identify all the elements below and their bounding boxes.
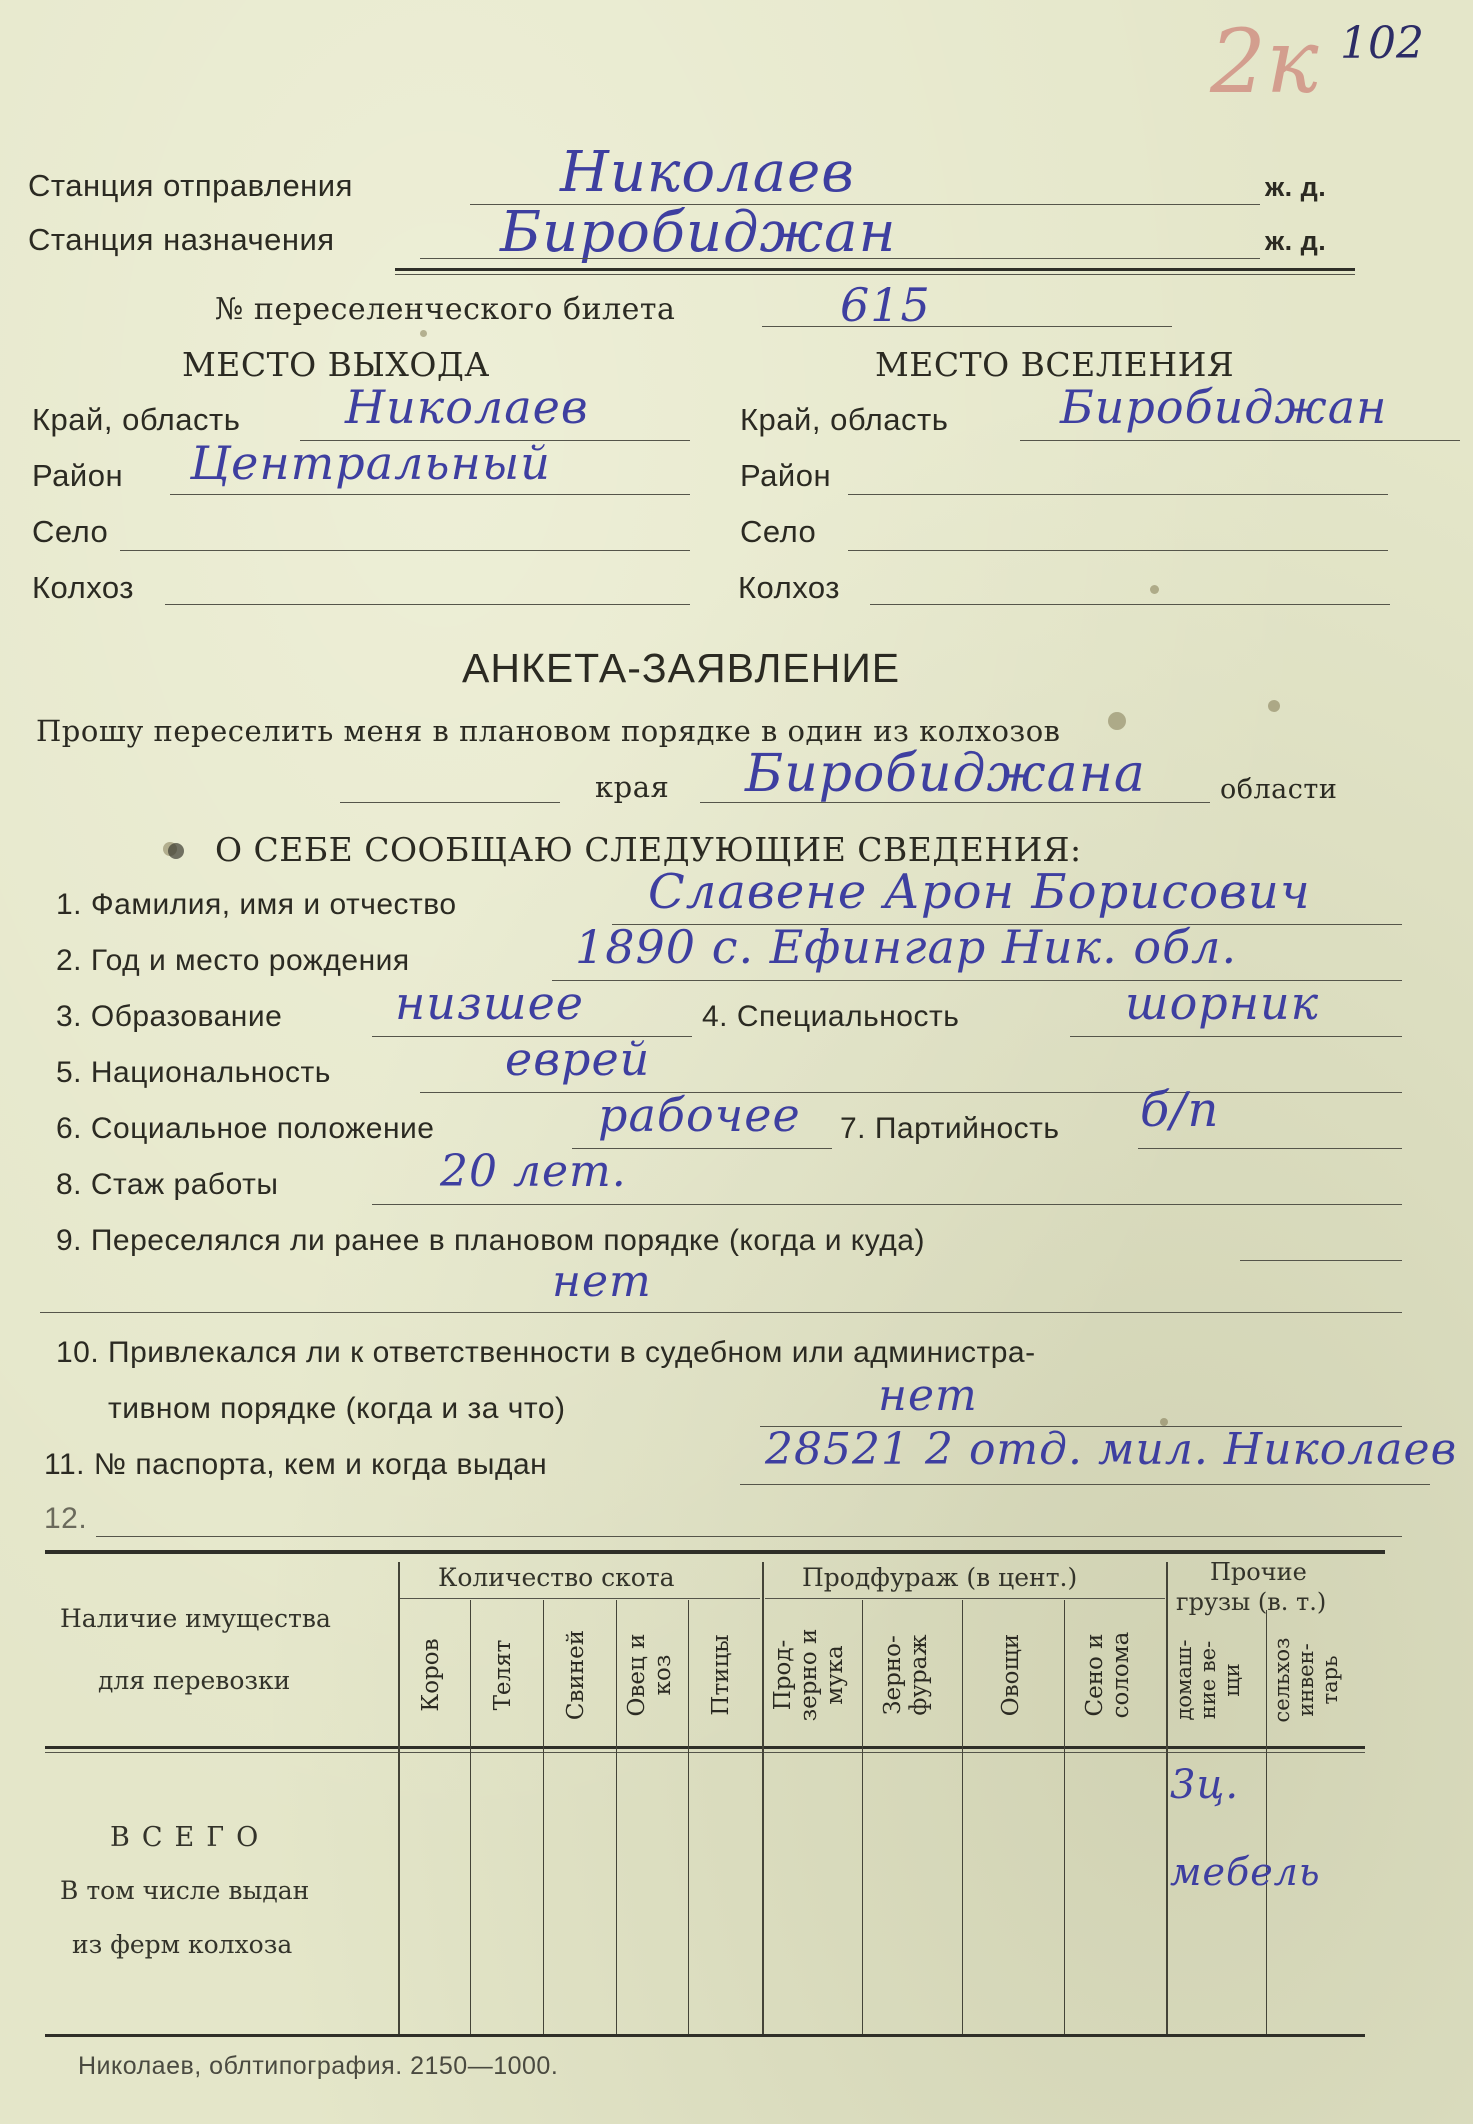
stain: [420, 330, 427, 337]
col-farm-tools: сельхоз инвен- тарь: [1270, 1637, 1342, 1723]
request-blank-line: [340, 802, 560, 803]
field-12-label: 12.: [44, 1502, 88, 1535]
col-birds: Птицы: [708, 1634, 734, 1716]
field-6-label: 6. Социальное положение: [56, 1112, 435, 1145]
destination-suffix: ж. д.: [1265, 226, 1327, 256]
request-line-1: Прошу переселить меня в плановом порядке в один из колхозов: [36, 714, 1061, 748]
total-label: ВСЕГО: [110, 1822, 271, 1853]
col-sheep: Овец и коз: [624, 1633, 676, 1717]
field-3-value: низшее: [395, 976, 585, 1030]
stain: [1150, 585, 1159, 594]
field-6-value: рабочее: [598, 1088, 801, 1142]
request-value: Биробиджана: [745, 744, 1146, 804]
field-7-value: б/п: [1140, 1082, 1220, 1138]
group-other-header-line-2: грузы (в. т.): [1176, 1588, 1327, 1616]
col-vegetables: Овощи: [998, 1633, 1024, 1717]
field-10-label-line-2: тивном порядке (когда и за что): [108, 1392, 566, 1425]
field-9-value: нет: [552, 1256, 652, 1307]
field-11-line: [740, 1484, 1430, 1485]
request-kraya: края: [595, 770, 670, 804]
group-fodder-header: Продфураж (в цент.): [802, 1563, 1078, 1592]
departure-label: Станция отправления: [28, 168, 353, 203]
departure-suffix: ж. д.: [1265, 172, 1327, 202]
thin-rule: [395, 274, 1355, 275]
table-col-line: [762, 1562, 764, 2034]
field-11-label: 11. № паспорта, кем и когда выдан: [44, 1448, 548, 1481]
settlement-district-label: Район: [740, 458, 832, 493]
destination-label: Станция назначения: [28, 222, 335, 257]
origin-kolkhoz-label: Колхоз: [32, 570, 134, 605]
table-col-line: [398, 1562, 400, 2034]
departure-value: Николаев: [560, 140, 855, 205]
field-5-line: [420, 1092, 1402, 1093]
issued-line-2: из ферм колхоза: [72, 1930, 293, 1959]
archive-page-number: 102: [1340, 18, 1424, 69]
field-1-label: 1. Фамилия, имя и отчество: [56, 888, 457, 921]
field-10-value: нет: [878, 1370, 978, 1421]
settlement-village-label: Село: [740, 514, 817, 549]
col-grain: Прод- зерно и мука: [770, 1628, 848, 1722]
col-hay: Сено и солома: [1082, 1631, 1134, 1719]
request-value-line: [700, 802, 1210, 803]
destination-value: Биробиджан: [500, 200, 897, 265]
settlement-region-line: [1020, 440, 1460, 441]
field-4-value: шорник: [1125, 976, 1320, 1030]
field-4-line: [1070, 1036, 1402, 1037]
table-col-line: [1064, 1600, 1065, 2034]
origin-village-line: [120, 550, 690, 551]
origin-region-label: Край, область: [32, 402, 241, 437]
field-9-line-a: [1240, 1260, 1402, 1261]
household-value-weight: 3ц.: [1170, 1762, 1240, 1808]
ticket-value: 615: [840, 278, 931, 332]
request-oblasti: области: [1220, 774, 1338, 805]
field-5-label: 5. Национальность: [56, 1056, 331, 1089]
field-7-line: [1138, 1148, 1402, 1149]
destination-line: [420, 258, 1260, 259]
col-household: домаш- ние ве- щи: [1172, 1639, 1244, 1721]
table-col-line: [543, 1600, 544, 2034]
origin-district-value: Центральный: [190, 436, 551, 490]
col-calves: Телят: [490, 1639, 516, 1711]
table-bottom-rule: [45, 2034, 1365, 2037]
field-7-label: 7. Партийность: [840, 1112, 1060, 1145]
table-col-line: [616, 1600, 617, 2034]
settlement-heading: МЕСТО ВСЕЛЕНИЯ: [875, 345, 1235, 384]
issued-line-1: В том числе выдан: [60, 1876, 310, 1905]
origin-district-label: Район: [32, 458, 124, 493]
group-livestock-underline: [400, 1598, 760, 1599]
group-fodder-underline: [765, 1598, 1165, 1599]
origin-heading: МЕСТО ВЫХОДА: [182, 345, 490, 384]
table-col-line: [1266, 1610, 1267, 2034]
field-12-line: [96, 1536, 1402, 1537]
settlement-district-line: [848, 494, 1388, 495]
settlement-region-value: Биробиджан: [1060, 380, 1388, 434]
field-8-line: [372, 1204, 1402, 1205]
col-cows: Коров: [418, 1638, 444, 1712]
field-3-label: 3. Образование: [56, 1000, 283, 1033]
table-col-line: [862, 1600, 863, 2034]
bullet-mark: [168, 843, 184, 859]
table-col-line: [1166, 1562, 1168, 2034]
row-header-line-1: Наличие имущества: [60, 1604, 331, 1633]
section-heading: О СЕБЕ СООБЩАЮ СЛЕДУЮЩИЕ СВЕДЕНИЯ:: [215, 830, 1082, 869]
col-forage: Зерно- фураж: [880, 1634, 932, 1716]
origin-district-line: [170, 494, 690, 495]
table-col-line: [962, 1600, 963, 2034]
stain: [1268, 700, 1280, 712]
household-value-furniture: мебель: [1170, 1850, 1321, 1894]
group-other-header-line-1: Прочие: [1210, 1558, 1307, 1586]
table-top-rule: [45, 1550, 1385, 1554]
col-pigs: Свиней: [563, 1629, 589, 1721]
settlement-village-line: [848, 550, 1388, 551]
field-1-value: Славене Арон Борисович: [648, 864, 1311, 920]
field-5-value: еврей: [505, 1032, 651, 1086]
field-9-label: 9. Переселялся ли ранее в плановом порядке (когда и куда): [56, 1224, 925, 1257]
stain: [1108, 712, 1126, 730]
field-9-line-b: [40, 1312, 1402, 1313]
field-4-label: 4. Специальность: [702, 1000, 960, 1033]
table-col-line: [470, 1600, 471, 2034]
settlement-kolkhoz-line: [870, 604, 1390, 605]
heavy-rule: [395, 268, 1355, 271]
form-title: АНКЕТА-ЗАЯВЛЕНИЕ: [462, 645, 901, 691]
field-11-value: 28521 2 отд. мил. Николаев: [765, 1424, 1458, 1475]
archive-red-mark: 2к: [1210, 10, 1319, 113]
field-10-label-line-1: 10. Привлекался ли к ответственности в судебном или администра-: [56, 1336, 1036, 1369]
field-2-value: 1890 с. Ефингар Ник. обл.: [575, 920, 1238, 974]
table-col-line: [688, 1600, 689, 2034]
ticket-label: № переселенческого билета: [215, 292, 676, 327]
field-2-label: 2. Год и место рождения: [56, 944, 410, 977]
origin-village-label: Село: [32, 514, 109, 549]
field-8-label: 8. Стаж работы: [56, 1168, 279, 1201]
printer-imprint: Николаев, облтипография. 2150—1000.: [78, 2052, 559, 2080]
field-8-value: 20 лет.: [440, 1146, 627, 1197]
origin-kolkhoz-line: [165, 604, 690, 605]
settlement-region-label: Край, область: [740, 402, 949, 437]
row-header-line-2: для перевозки: [98, 1666, 291, 1695]
ticket-line: [762, 326, 1172, 327]
group-livestock-header: Количество скота: [438, 1563, 675, 1592]
origin-region-value: Николаев: [345, 380, 589, 434]
settlement-kolkhoz-label: Колхоз: [738, 570, 840, 605]
